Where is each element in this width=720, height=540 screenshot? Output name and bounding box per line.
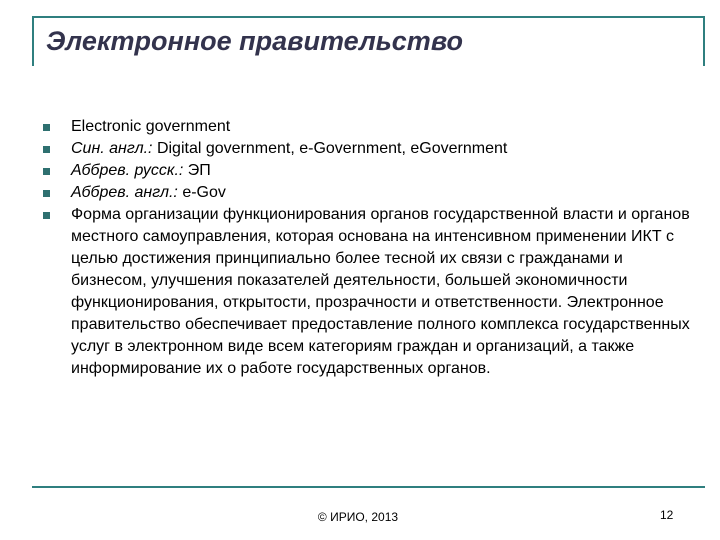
bullet-text: Digital government, e-Government, eGovernment [156,140,508,157]
footer-copyright [0,510,720,524]
bullet-item [40,160,690,182]
bullet-list [40,116,690,380]
square-bullet-icon [43,212,50,219]
copyright-text: © ИРИО, 2013 [317,510,399,524]
square-bullet-icon [43,168,50,175]
bullet-item [40,116,690,138]
bullet-text: e-Gov [182,184,226,201]
header-frame-left-line [32,16,34,66]
header-frame-top-line [32,16,705,18]
bullet-prefix: Син. англ.: [71,140,153,157]
bullet-item [40,138,690,160]
page-number: 12 [660,508,674,522]
square-bullet-icon [43,190,50,197]
square-bullet-icon [43,124,50,131]
bullet-text: Форма организации функционирования органов государственной власти и органов местного самоуправления, которая основана на интенсивном применении ИКТ с целью достижения принципиально более тесной их связи с гражданами и бизнесом, улучшения показателей деятельности, большей экономичности функционирования, открытости, прозрачности и ответственности. Электронное правительство обеспечивает предоставление полного комплекса государственных услуг в электронном виде всем категориям граждан и организаций, а также информирование их о работе государственных органов. [71,206,690,377]
header-frame-right-line [703,16,705,66]
bullet-text: Electronic government [71,118,231,135]
slide-title: Электронное правительство [46,26,463,56]
bullet-text: ЭП [187,162,211,179]
bullet-prefix: Аббрев. русск.: [71,162,184,179]
bullet-item [40,182,690,204]
square-bullet-icon [43,146,50,153]
bullet-item [40,204,690,380]
bullet-prefix: Аббрев. англ.: [71,184,178,201]
footer-divider [32,486,705,488]
